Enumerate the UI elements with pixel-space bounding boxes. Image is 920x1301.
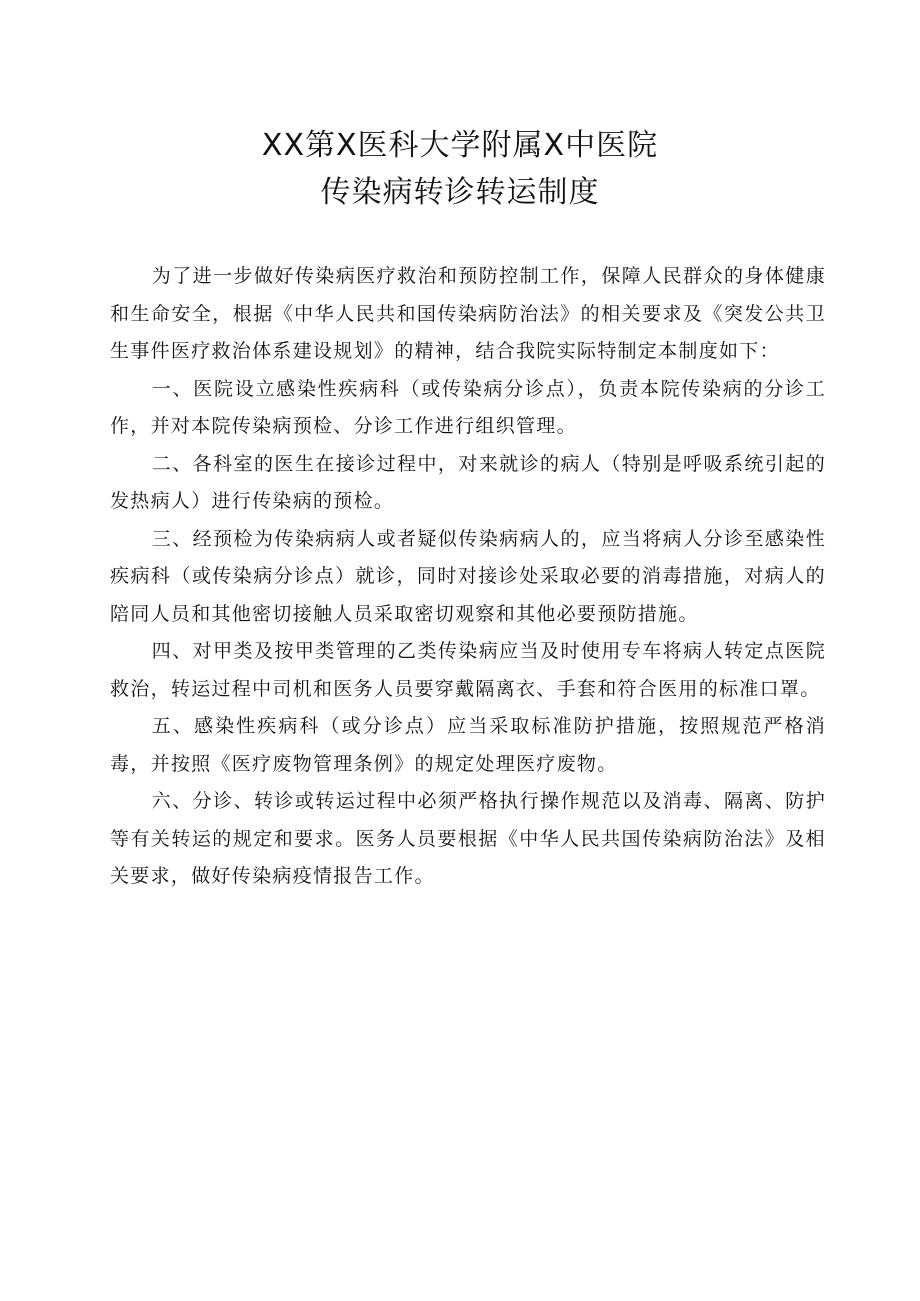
- document-body: [110, 258, 826, 896]
- paragraph-intro: 为了进一步做好传染病医疗救治和预防控制工作，保障人民群众的身体健康和生命安全，根据《中华人民共和国传染病防治法》的相关要求及《突发公共卫生事件医疗救治体系建设规划》的精神，结合我院实际特制定本制度如下：: [110, 265, 826, 362]
- paragraph-article-2: 二、各科室的医生在接诊过程中，对来就诊的病人（特别是呼吸系统引起的发热病人）进行传染病的预检。: [110, 452, 826, 512]
- paragraph-article-3: 三、经预检为传染病病人或者疑似传染病病人的，应当将病人分诊至感染性疾病科（或传染病分诊点）就诊，同时对接诊处采取必要的消毒措施，对病人的陪同人员和其他密切接触人员采取密切观察和其他必要预防措施。: [110, 527, 826, 625]
- paragraph-article-4: 四、对甲类及按甲类管理的乙类传染病应当及时使用专车将病人转定点医院救治，转运过程中司机和医务人员要穿戴隔离衣、手套和符合医用的标准口罩。: [110, 640, 826, 700]
- paragraph-article-6: 六、分诊、转诊或转运过程中必须严格执行操作规范以及消毒、隔离、防护等有关转运的规定和要求。医务人员要根据《中华人民共国传染病防治法》及相关要求，做好传染病疫情报告工作。: [110, 790, 826, 887]
- document-title-institution: XX第X医科大学附属X中医院: [261, 128, 659, 163]
- document-title-policy: 传染病转诊转运制度: [320, 175, 600, 210]
- paragraph-article-1: 一、医院设立感染性疾病科（或传染病分诊点），负责本院传染病的分诊工作，并对本院传染病预检、分诊工作进行组织管理。: [110, 377, 826, 437]
- paragraph-article-5: 五、感染性疾病科（或分诊点）应当采取标准防护措施，按照规范严格消毒，并按照《医疗废物管理条例》的规定处理医疗废物。: [110, 715, 826, 775]
